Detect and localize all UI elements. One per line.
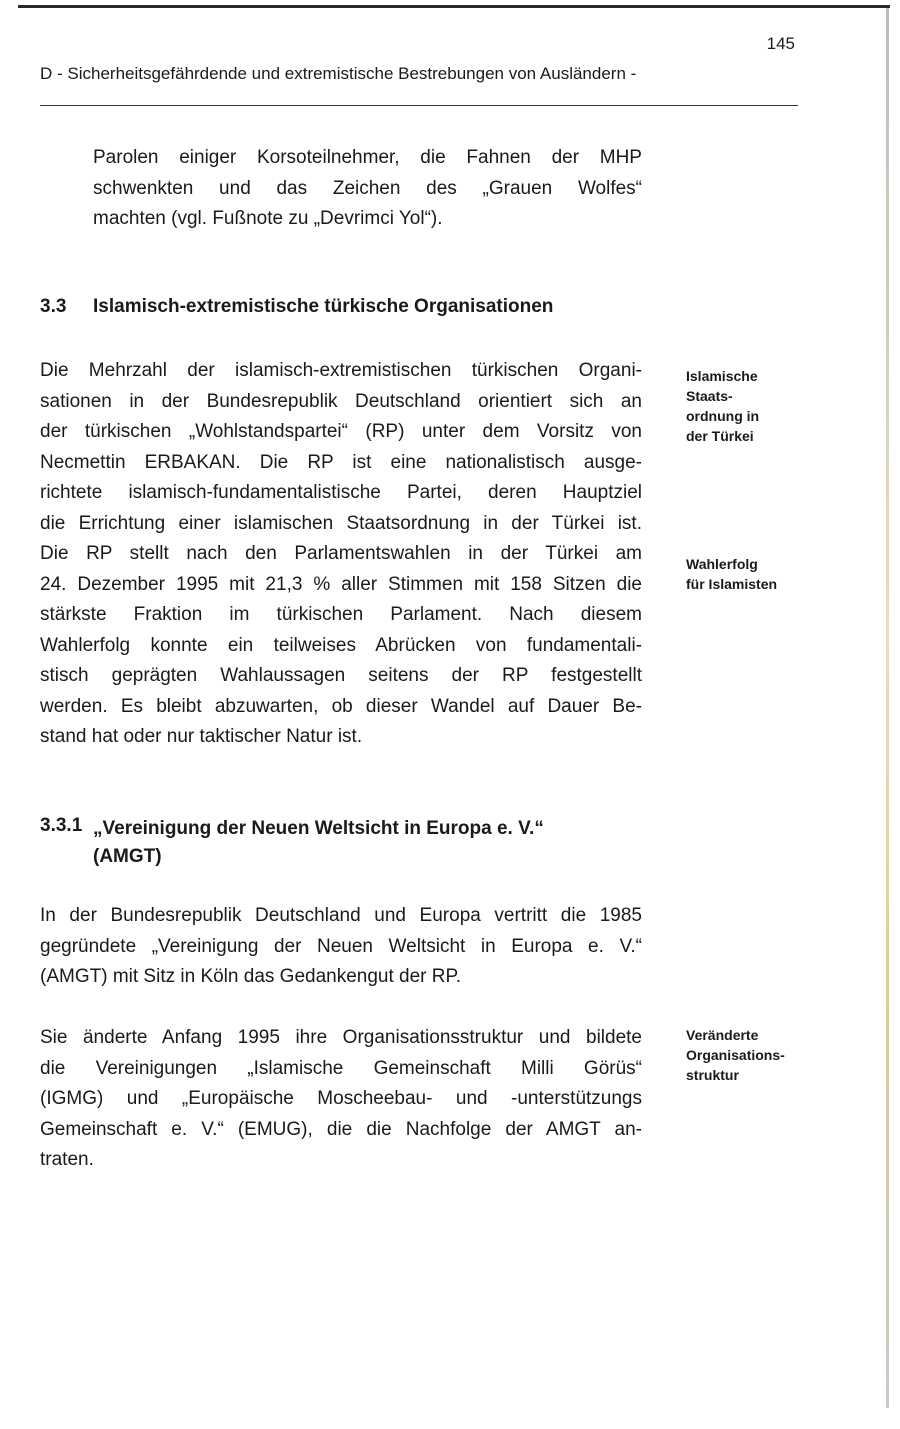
margin-note-line: für Islamisten — [686, 576, 778, 592]
margin-note-line: Wahlerfolg — [686, 556, 758, 572]
paragraph-line: Parolen einiger Korsoteilnehmer, die Fahnen der MHP — [93, 147, 642, 168]
margin-note — [686, 1025, 785, 1085]
subsection-title-line: „Vereinigung der Neuen Weltsicht in Europa e. V.“ — [93, 818, 544, 839]
margin-note-line: Organisations- — [686, 1047, 785, 1063]
paragraph-line: sationen in der Bundesrepublik Deutschland orientiert sich an — [40, 390, 642, 412]
section-title: Islamisch-extremistische türkische Organisationen — [93, 296, 554, 317]
paragraph-line: Sie änderte Anfang 1995 ihre Organisationsstruktur und bildete — [40, 1027, 642, 1048]
subsection-paragraph — [40, 901, 642, 993]
running-header: D - Sicherheitsgefährdende und extremistische Bestrebungen von Ausländern - — [40, 64, 637, 83]
subsection-paragraph — [40, 1023, 642, 1176]
paragraph-line: stand hat oder nur taktischer Natur ist. — [40, 726, 363, 747]
paragraph-line: Die Mehrzahl der islamisch-extremistischen türkischen Organi- — [40, 360, 642, 381]
margin-note-line: Staats- — [686, 388, 733, 404]
margin-note-line: ordnung in — [686, 408, 760, 424]
paragraph-line: richtete islamisch-fundamentalistische Partei, deren Hauptziel — [40, 482, 642, 503]
margin-note — [686, 366, 759, 446]
paragraph-line: stärkste Fraktion im türkischen Parlament. Nach diesem — [40, 604, 642, 625]
margin-note-line: struktur — [686, 1067, 739, 1083]
margin-note — [686, 554, 777, 594]
paragraph-line: stisch geprägten Wahlaussagen seitens der RP festgestellt — [40, 665, 642, 686]
section-number: 3.3 — [40, 296, 67, 317]
paragraph-line: Gemeinschaft e. V.“ (EMUG), die die Nachfolge der AMGT an- — [40, 1118, 642, 1140]
paragraph-line: machten (vgl. Fußnote zu „Devrimci Yol“). — [93, 208, 443, 229]
section-paragraph — [40, 356, 642, 753]
margin-note-line: der Türkei — [686, 428, 754, 444]
page-number: 145 — [766, 34, 795, 53]
margin-note-line: Veränderte — [686, 1027, 759, 1043]
intro-paragraph — [93, 143, 642, 235]
paragraph-line: 24. Dezember 1995 mit 21,3 % aller Stimmen mit 158 Sitzen die — [40, 573, 642, 595]
subsection-title — [93, 815, 544, 871]
paragraph-line: (AMGT) mit Sitz in Köln das Gedankengut der RP. — [40, 966, 461, 987]
paragraph-line: werden. Es bleibt abzuwarten, ob dieser Wandel auf Dauer Be- — [40, 695, 642, 717]
page-top-border — [18, 5, 890, 8]
paragraph-line: Wahlerfolg konnte ein teilweises Abrücken von fundamentali- — [40, 634, 642, 656]
paragraph-line: Necmettin ERBAKAN. Die RP ist eine nationalistisch ausge- — [40, 451, 642, 473]
paragraph-line: gegründete „Vereinigung der Neuen Weltsicht in Europa e. V.“ — [40, 935, 642, 957]
paragraph-line: traten. — [40, 1149, 94, 1170]
subsection-number: 3.3.1 — [40, 815, 83, 836]
page-right-edge — [886, 8, 889, 1408]
paragraph-line: schwenkten und das Zeichen des „Grauen Wolfes“ — [93, 177, 642, 199]
paragraph-line: der türkischen „Wohlstandspartei“ (RP) unter dem Vorsitz von — [40, 421, 642, 442]
paragraph-line: die Vereinigungen „Islamische Gemeinschaft Milli Görüs“ — [40, 1057, 642, 1079]
paragraph-line: Die RP stellt nach den Parlamentswahlen in der Türkei am — [40, 543, 642, 564]
header-rule — [40, 105, 798, 106]
subsection-title-line: (AMGT) — [93, 846, 162, 867]
paragraph-line: (IGMG) und „Europäische Moscheebau- und -unterstützungs — [40, 1088, 642, 1109]
margin-note-line: Islamische — [686, 368, 758, 384]
paragraph-line: die Errichtung einer islamischen Staatsordnung in der Türkei ist. — [40, 512, 642, 534]
paragraph-line: In der Bundesrepublik Deutschland und Europa vertritt die 1985 — [40, 905, 642, 926]
